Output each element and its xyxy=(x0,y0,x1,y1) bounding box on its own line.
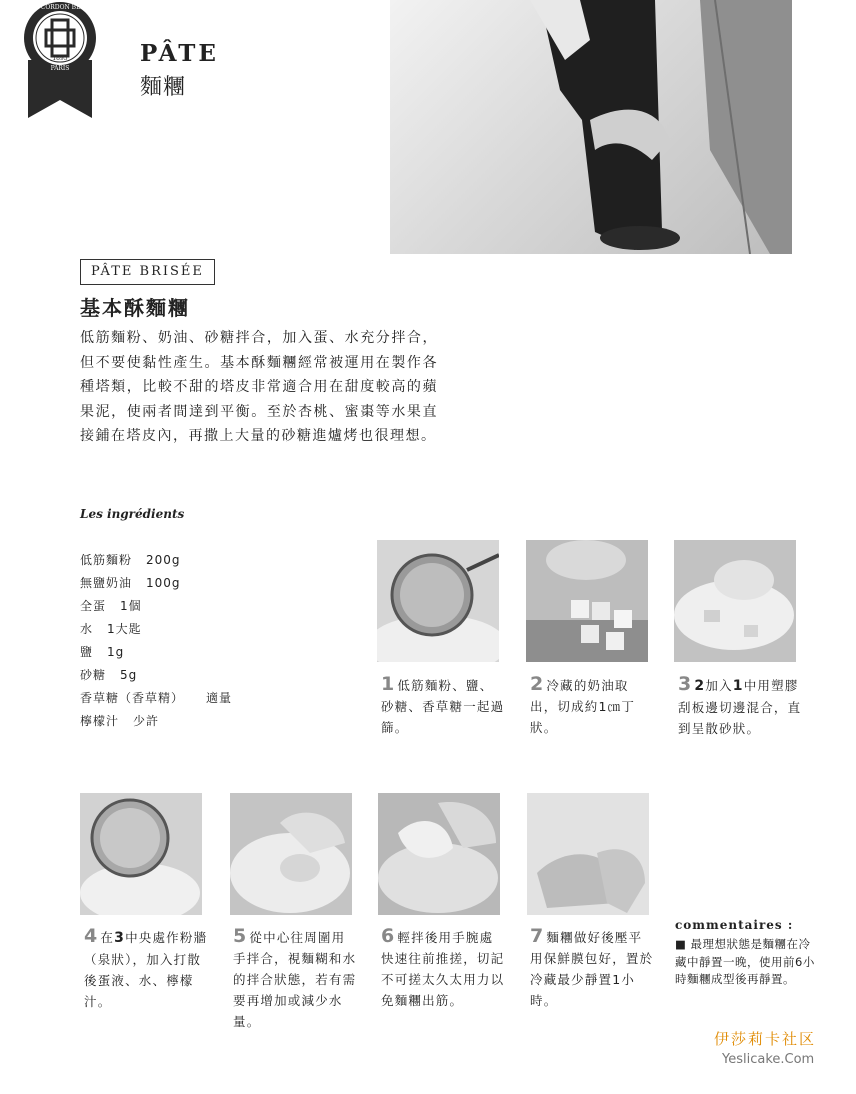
step-3-text xyxy=(678,674,804,739)
step-number: 1 xyxy=(381,673,396,695)
chef-photo xyxy=(390,0,792,254)
ingredient-amount: 少許 xyxy=(133,714,160,728)
ingredient-name: 鹽 xyxy=(80,645,94,659)
step-description: 麵糰做好後壓平用保鮮膜包好，置於冷藏最少靜置1小時。 xyxy=(530,930,654,1008)
step-reference: 2 xyxy=(694,678,706,694)
ingredient-row xyxy=(80,712,159,729)
intro-paragraph: 低筋麵粉、奶油、砂糖拌合，加入蛋、水充分拌合，但不要使黏性產生。基本酥麵糰經常被運用在製作各種塔類，比較不甜的塔皮非常適合用在甜度較高的蘋果泥，使兩者間達到平衡。至於杏桃、蜜棗等水果直接鋪在塔皮內，再撒上大量的砂糖進爐烤也很理想。 xyxy=(80,330,438,444)
logo-city-text: PARIS xyxy=(50,65,70,72)
step-number: 7 xyxy=(530,925,545,947)
ingredient-row xyxy=(80,666,137,683)
step-5-photo xyxy=(230,793,352,915)
step-7-text xyxy=(530,926,656,1011)
ingredient-name: 全蛋 xyxy=(80,599,107,613)
ingredient-amount: 1大匙 xyxy=(107,622,142,636)
step-description: 低筋麵粉、鹽、砂糖、香草糖一起過篩。 xyxy=(381,678,505,735)
section-title: 基本酥麵糰 xyxy=(80,296,190,320)
step-description: 冷藏的奶油取出，切成約1㎝丁狀。 xyxy=(530,678,636,735)
step-6-photo xyxy=(378,793,500,915)
ingredients-heading: Les ingrédients xyxy=(80,507,185,521)
ingredient-amount: 100g xyxy=(146,576,181,590)
ingredient-name: 香草糖（香草精） xyxy=(80,691,185,705)
step-number: 4 xyxy=(84,925,99,947)
step-number: 5 xyxy=(233,925,248,947)
ingredient-name: 水 xyxy=(80,622,94,636)
le-cordon-bleu-logo xyxy=(22,0,98,118)
step-4-photo xyxy=(80,793,202,915)
step-description: 輕拌後用手腕處快速往前推搓，切記不可搓太久太用力以免麵糰出筋。 xyxy=(381,930,505,1008)
step-description-a: 加入 xyxy=(705,678,733,693)
step-description-b: 中央處作粉牆（泉狀），加入打散後蛋液、水、檸檬汁。 xyxy=(84,930,208,1009)
ingredient-row xyxy=(80,620,142,637)
ingredient-row xyxy=(80,643,124,660)
ingredient-row xyxy=(80,689,232,706)
step-reference: 3 xyxy=(114,930,126,946)
watermark-name: 伊莎莉卡社区 xyxy=(714,1030,817,1048)
step-reference: 1 xyxy=(732,678,744,694)
step-6-text xyxy=(381,926,507,1011)
step-4-text xyxy=(84,926,210,1012)
ingredient-name: 低筋麵粉 xyxy=(80,553,133,567)
step-7-photo xyxy=(527,793,649,915)
ingredient-row xyxy=(80,551,181,568)
step-description: 從中心往周圍用手拌合，視麵糊和水的拌合狀態，若有需要再增加或減少水量。 xyxy=(233,930,357,1029)
commentaires-title: commentaires : xyxy=(675,918,794,932)
step-1-photo xyxy=(377,540,499,662)
step-3-photo xyxy=(674,540,796,662)
section-label: PÂTE BRISÉE xyxy=(80,259,215,285)
step-number: 6 xyxy=(381,925,396,947)
step-1-text xyxy=(381,674,507,738)
ingredient-name: 無鹽奶油 xyxy=(80,576,133,590)
ingredient-row xyxy=(80,574,181,591)
ingredient-amount: 適量 xyxy=(206,691,233,705)
step-number: 3 xyxy=(678,673,693,695)
step-description-b: 中用塑膠刮板邊切邊混合，直到呈散砂狀。 xyxy=(678,678,802,736)
ingredient-name: 檸檬汁 xyxy=(80,714,120,728)
step-2-text xyxy=(530,674,656,738)
ingredient-amount: 200g xyxy=(146,553,181,567)
ingredient-amount: 1g xyxy=(107,645,125,659)
page-title: PÂTE xyxy=(140,40,219,67)
logo-year-text: 1895 xyxy=(52,55,68,62)
step-2-photo xyxy=(526,540,648,662)
ingredient-amount: 5g xyxy=(120,668,138,682)
logo-brand-text: LE CORDON BLEU xyxy=(30,4,90,11)
ingredient-amount: 1個 xyxy=(120,599,142,613)
step-5-text xyxy=(233,926,359,1032)
step-description-a: 在 xyxy=(100,930,115,945)
commentaires-text: ■ 最理想狀態是麵糰在冷藏中靜置一晚，使用前6小時麵糰成型後再靜置。 xyxy=(675,937,815,986)
ingredient-row xyxy=(80,597,142,614)
watermark-site: Yeslicake.Com xyxy=(722,1052,815,1067)
ingredient-name: 砂糖 xyxy=(80,668,107,682)
page-subtitle: 麵糰 xyxy=(140,75,187,100)
step-number: 2 xyxy=(530,673,545,695)
